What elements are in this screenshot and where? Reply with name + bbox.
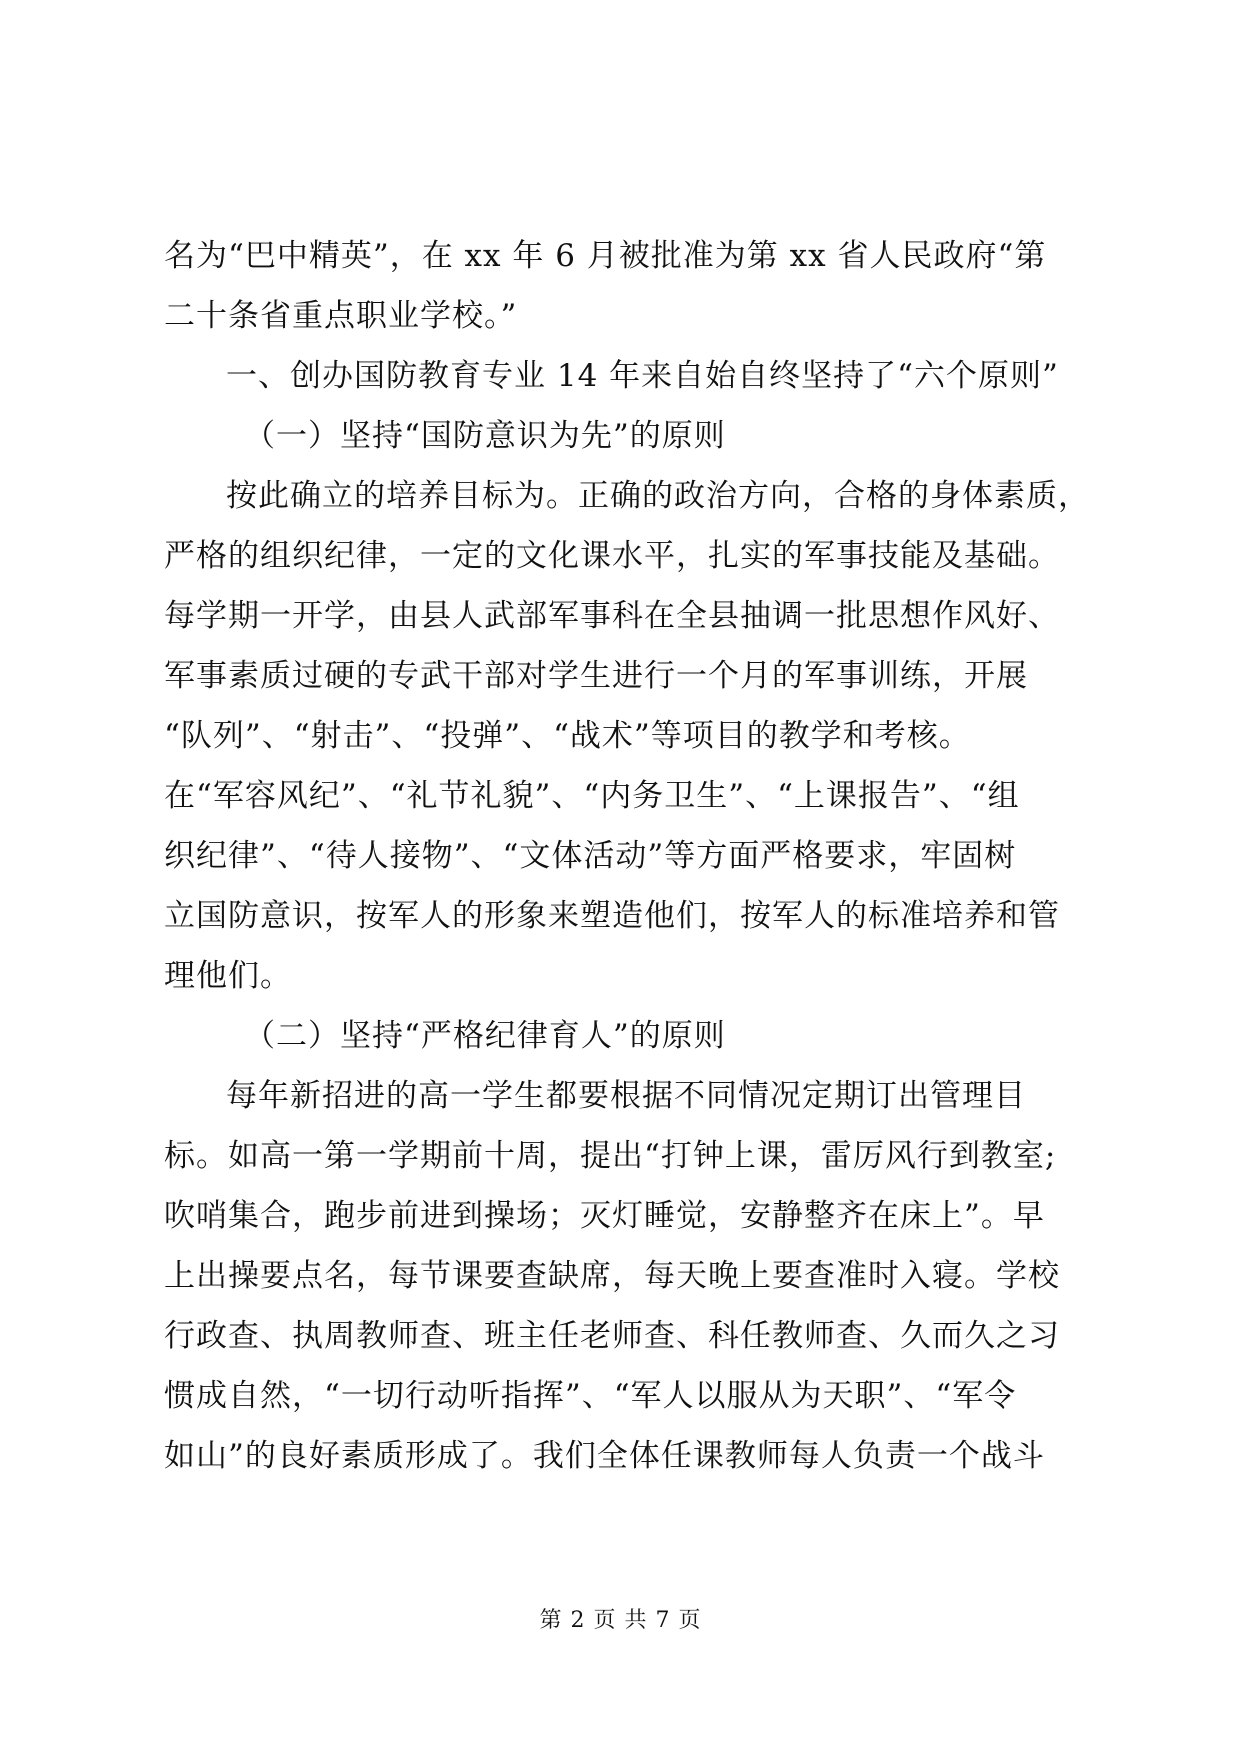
paragraph-start: 每年新招进的高一学生都要根据不同情况定期订出管理目: [226, 1078, 1026, 1114]
text-line: 行政查、执周教师查、班主任老师查、科任教师查、久而久之习: [164, 1318, 1060, 1354]
text-line: 上出操要点名，每节课要查缺席，每天晚上要查准时入寝。学校: [164, 1258, 1060, 1294]
text-line: 每学期一开学，由县人武部军事科在全县抽调一批思想作风好、: [164, 598, 1060, 634]
text-line: 二十条省重点职业学校。”: [164, 298, 518, 334]
subsection-heading: （一）坚持“国防意识为先”的原则: [244, 418, 726, 454]
text-line: 在“军容风纪”、“礼节礼貌”、“内务卫生”、“上课报告”、“组: [164, 778, 1020, 814]
section-heading: 一、创办国防教育专业 14 年来自始自终坚持了“六个原则”: [226, 358, 1059, 394]
text-line: 织纪律”、“待人接物”、“文体活动”等方面严格要求，牢固树: [164, 838, 1017, 874]
document-body: [164, 226, 1090, 1486]
text-line: 标。如高一第一学期前十周，提出“打钟上课，雷厉风行到教室;: [164, 1138, 1057, 1174]
text-line: 名为“巴中精英”，在 xx 年 6 月被批准为第 xx 省人民政府“第: [164, 238, 1047, 274]
text-line: 立国防意识，按军人的形象来塑造他们，按军人的标准培养和管: [164, 898, 1060, 934]
text-line: 严格的组织纪律，一定的文化课水平，扎实的军事技能及基础。: [164, 538, 1060, 574]
subsection-heading: （二）坚持“严格纪律育人”的原则: [244, 1018, 726, 1054]
text-line: 吹哨集合，跑步前进到操场；灭灯睡觉，安静整齐在床上”。早: [164, 1198, 1045, 1234]
text-line: 如山”的良好素质形成了。我们全体任课教师每人负责一个战斗: [164, 1438, 1045, 1474]
text-line: “队列”、“射击”、“投弹”、“战术”等项目的教学和考核。: [164, 718, 971, 754]
paragraph-start: 按此确立的培养目标为。正确的政治方向，合格的身体素质，: [226, 478, 1090, 514]
page-number-footer: 第 2 页 共 7 页: [539, 1608, 702, 1633]
text-line: 军事素质过硬的专武干部对学生进行一个月的军事训练，开展: [164, 658, 1028, 694]
text-line: 理他们。: [164, 958, 292, 994]
text-line: 惯成自然，“一切行动听指挥”、“军人以服从为天职”、“军令: [164, 1378, 1017, 1414]
